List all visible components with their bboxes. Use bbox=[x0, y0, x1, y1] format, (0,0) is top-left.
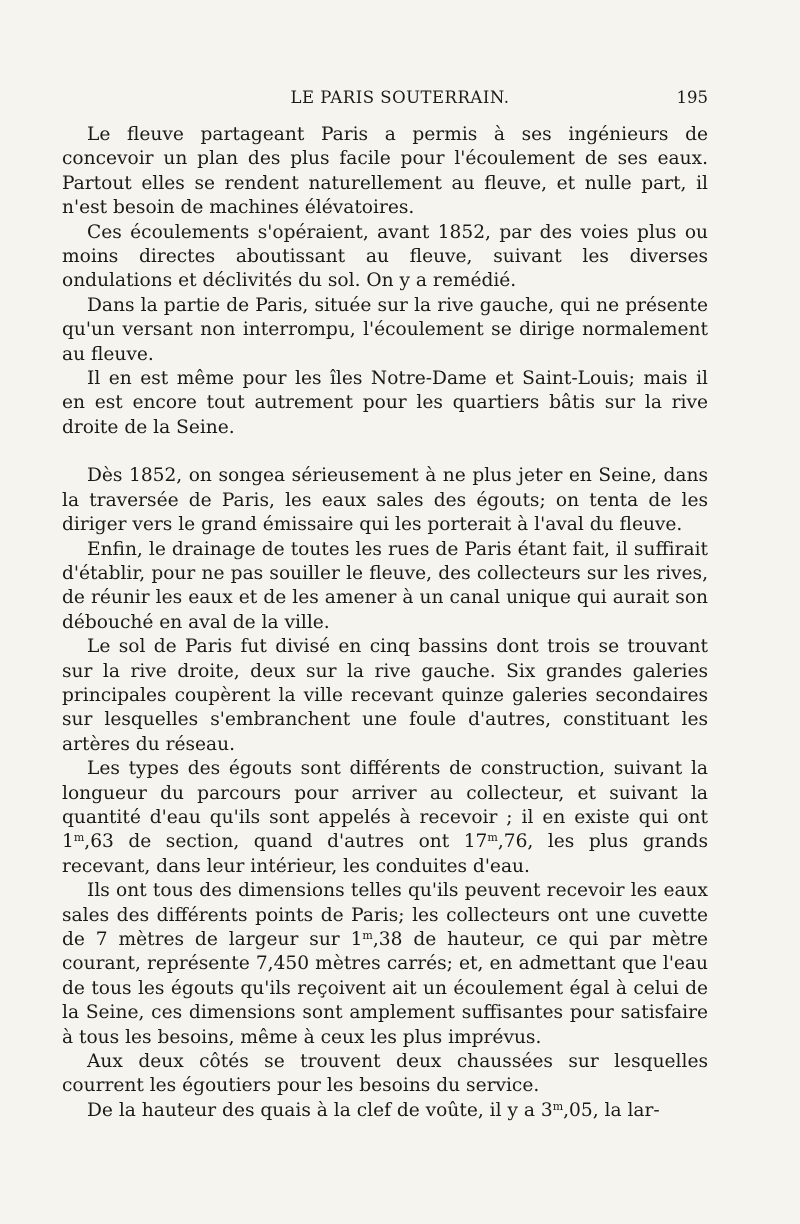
text-run: ,63 de section, quand d'autres ont 17 bbox=[84, 831, 488, 853]
paragraph: Dès 1852, on songea sérieusement à ne plus jeter en Seine, dans la traversée de Paris, les eaux sales des égouts; on tenta de les diriger vers le grand émissaire qui les porterait à l'aval du fleuve. bbox=[62, 465, 708, 536]
unit-superscript: m bbox=[73, 831, 85, 845]
text-run: De la hauteur des quais à la clef de voûte, il y a 3 bbox=[87, 1099, 553, 1121]
text-run: ,05, la lar- bbox=[563, 1099, 660, 1121]
paragraph: Ces écoulements s'opéraient, avant 1852, par des voies plus ou moins directes aboutissant au fleuve, suivant les diverses ondulations et déclivités du sol. On y a remédié. bbox=[62, 221, 708, 292]
paragraph: Il en est même pour les îles Notre-Dame et Saint-Louis; mais il en est encore tout autrement pour les quartiers bâtis sur la rive droite de la Seine. bbox=[62, 368, 708, 438]
text-run: Les types des égouts sont différents de construction, suivant la longueur du parcours pour arriver au collecteur, et suivant la quantité d'eau qu'ils sont appelés à recevoir ; il en existe qui ont 1 bbox=[62, 758, 708, 853]
paragraph bbox=[62, 757, 708, 879]
page-number: 195 bbox=[676, 88, 708, 107]
body-text bbox=[62, 123, 708, 1123]
paragraph bbox=[62, 879, 708, 1050]
running-title: LE PARIS SOUTERRAIN. bbox=[290, 88, 510, 107]
paragraph: Enfin, le drainage de toutes les rues de Paris étant fait, il suffirait d'établir, pour ne pas souiller le fleuve, des collecteurs sur les rives, de réunir les eaux et de les amener à un canal unique qui aurait son débouché en aval de la ville. bbox=[62, 538, 708, 633]
paragraph: Aux deux côtés se trouvent deux chaussées sur lesquelles courrent les égoutiers pour les besoins du service. bbox=[62, 1051, 708, 1097]
paragraph: Le sol de Paris fut divisé en cinq bassins dont trois se trouvant sur la rive droite, deux sur la rive gauche. Six grandes galeries principales coupèrent la ville recevant quinze galeries secondaires sur lesquelles s'embranchent une foule d'autres, constituant les artères du réseau. bbox=[62, 636, 708, 755]
paragraph: Dans la partie de Paris, située sur la rive gauche, qui ne présente qu'un versant non interrompu, l'écoulement se dirige normalement au fleuve. bbox=[62, 294, 708, 365]
paragraph: Le fleuve partageant Paris a permis à ses ingénieurs de concevoir un plan des plus facile pour l'écoulement de ses eaux. Partout elles se rendent naturellement au fleuve, et nulle part, il n'est besoin de machines élévatoires. bbox=[62, 124, 708, 219]
unit-superscript: m bbox=[487, 831, 498, 845]
unit-superscript: m bbox=[362, 929, 373, 942]
text-run: Ils ont tous des dimensions telles qu'ils peuvent recevoir les eaux sales des différents points de Paris; les collecteurs ont une cuvette de 7 mètres de largeur sur 1 bbox=[62, 880, 708, 950]
unit-superscript: m bbox=[552, 1099, 564, 1113]
paragraph bbox=[62, 1099, 708, 1123]
text-run: ,38 de hauteur, ce qui par mètre courant, représente 7,450 mètres carrés; et, en admettant que l'eau de tous les égouts qu'ils reçoivent ait un écoulement égal à celui de la Seine, ces dimensions sont amplement suffisantes pour satisfaire à tous les besoins, même à ceux les plus imprévus. bbox=[62, 929, 708, 1048]
text-run: ,76, les plus grands recevant, dans leur intérieur, les conduites d'eau. bbox=[62, 831, 708, 877]
